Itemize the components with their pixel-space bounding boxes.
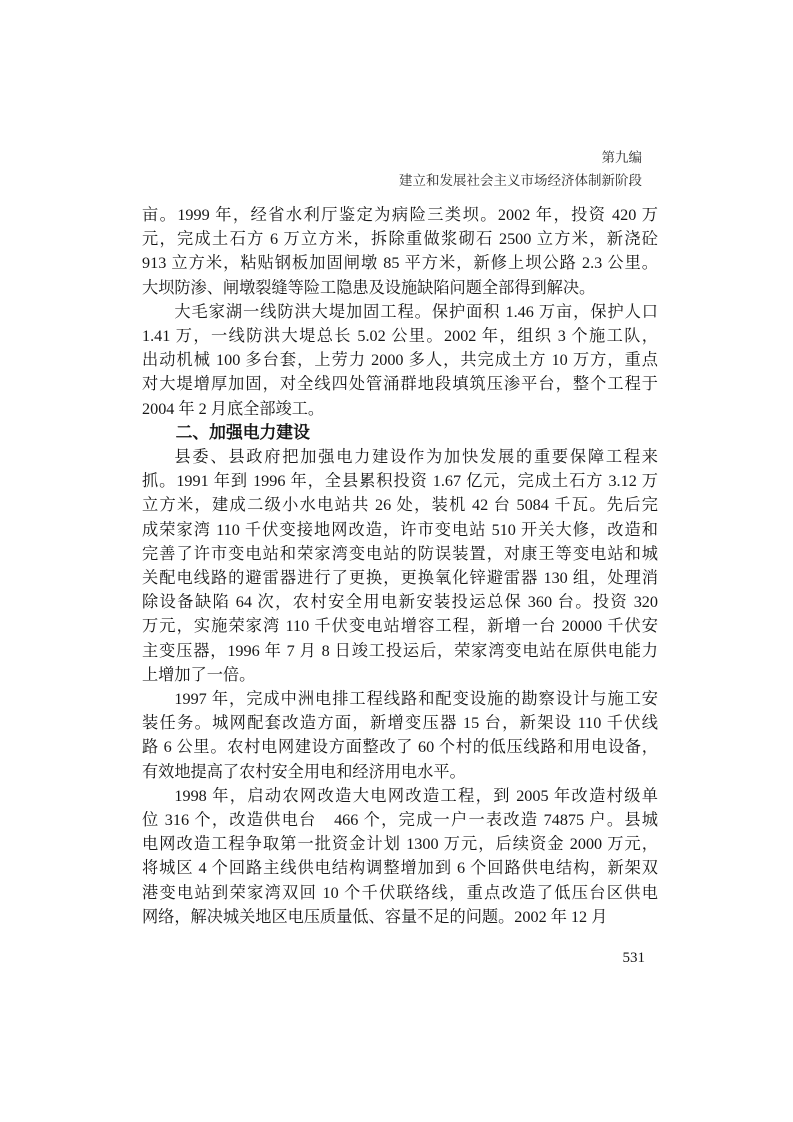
text-line: 完善了许市变电站和荣家湾变电站的防误装置，对康王等变电站和城 xyxy=(142,544,658,563)
page-body xyxy=(142,203,658,929)
text-line: 亩。1999 年，经省水利厅鉴定为病险三类坝。2002 年，投资 420 万 xyxy=(142,206,658,224)
text-line: 元，完成土石方 6 万立方米，拆除重做浆砌石 2500 立方米，新浇砼 xyxy=(142,230,658,249)
paragraph xyxy=(142,687,658,784)
text-line: 路 6 公里。农村电网建设方面整改了 60 个村的低压线路和用电设备， xyxy=(142,738,658,757)
text-line: 1.41 万，一线防洪大堤总长 5.02 公里。2002 年，组织 3 个施工队， xyxy=(142,327,658,346)
text-line: 除设备缺陷 64 次，农村安全用电新安装投运总保 360 台。投资 320 xyxy=(142,593,658,612)
text-line: 对大堤增厚加固，对全线四处管涌群地段填筑压渗平台，整个工程于 xyxy=(142,375,658,394)
running-header xyxy=(399,146,642,192)
text-line: 出动机械 100 多台套，上劳力 2000 多人，共完成土方 10 万方，重点 xyxy=(142,351,658,370)
text-line: 上增加了一倍。 xyxy=(142,665,256,684)
text-line: 913 立方米，粘贴钢板加固闸墩 85 平方米，新修上坝公路 2.3 公里。 xyxy=(142,254,658,273)
header-part-title: 建立和发展社会主义市场经济体制新阶段 xyxy=(399,173,642,188)
text-line: 大坝防渗、闸墩裂缝等险工隐患及设施缺陷问题全部得到解决。 xyxy=(142,278,596,297)
paragraph xyxy=(142,784,658,929)
text-line: 装任务。城网配套改造方面，新增变压器 15 台，新架设 110 千伏线 xyxy=(142,714,658,733)
text-line: 县委、县政府把加强电力建设作为加快发展的重要保障工程来 xyxy=(174,448,658,467)
text-line: 港变电站到荣家湾双回 10 个千伏联络线，重点改造了低压台区供电 xyxy=(142,883,658,902)
paragraph xyxy=(142,445,658,687)
text-line: 位 316 个，改造供电台 466 个，完成一户一表改造 74875 户。县城 xyxy=(142,811,658,830)
text-line: 2004 年 2 月底全部竣工。 xyxy=(142,399,325,418)
page-number: 531 xyxy=(622,950,645,966)
text-line: 万元，实施荣家湾 110 千伏变电站增容工程，新增一台 20000 千伏安 xyxy=(142,617,658,636)
text-line: 1997 年，完成中洲电排工程线路和配变设施的勘察设计与施工安 xyxy=(174,690,658,709)
header-part-label: 第九编 xyxy=(601,150,642,165)
section-heading-text: 二、加强电力建设 xyxy=(175,422,310,442)
text-line: 成荣家湾 110 千伏变接地网改造，许市变电站 510 开关大修，改造和 xyxy=(142,520,658,539)
text-line: 网络，解决城关地区电压质量低、容量不足的问题。2002 年 12 月 xyxy=(142,907,608,926)
paragraph xyxy=(142,203,658,300)
text-line: 有效地提高了农村安全用电和经济用电水平。 xyxy=(142,762,466,781)
text-line: 将城区 4 个回路主线供电结构调整增加到 6 个回路供电结构，新架双 xyxy=(142,859,658,878)
text-line: 电网改造工程争取第一批资金计划 1300 万元，后续资金 2000 万元， xyxy=(142,835,658,854)
text-line: 主变压器，1996 年 7 月 8 日竣工投运后，荣家湾变电站在原供电能力 xyxy=(142,641,658,660)
paragraph xyxy=(142,300,658,421)
text-line: 大毛家湖一线防洪大堤加固工程。保护面积 1.46 万亩，保护人口 xyxy=(174,302,658,321)
text-line: 抓。1991 年到 1996 年，全县累积投资 1.67 亿元，完成土石方 3.12 万 xyxy=(142,472,658,491)
section-heading xyxy=(142,421,658,445)
text-line: 1998 年，启动农网改造大电网改造工程，到 2005 年改造村级单 xyxy=(174,786,658,805)
text-line: 立方米，建成二级小水电站共 26 处，装机 42 台 5084 千瓦。先后完 xyxy=(142,496,658,515)
text-line: 关配电线路的避雷器进行了更换，更换氧化锌避雷器 130 组，处理消 xyxy=(142,569,658,588)
